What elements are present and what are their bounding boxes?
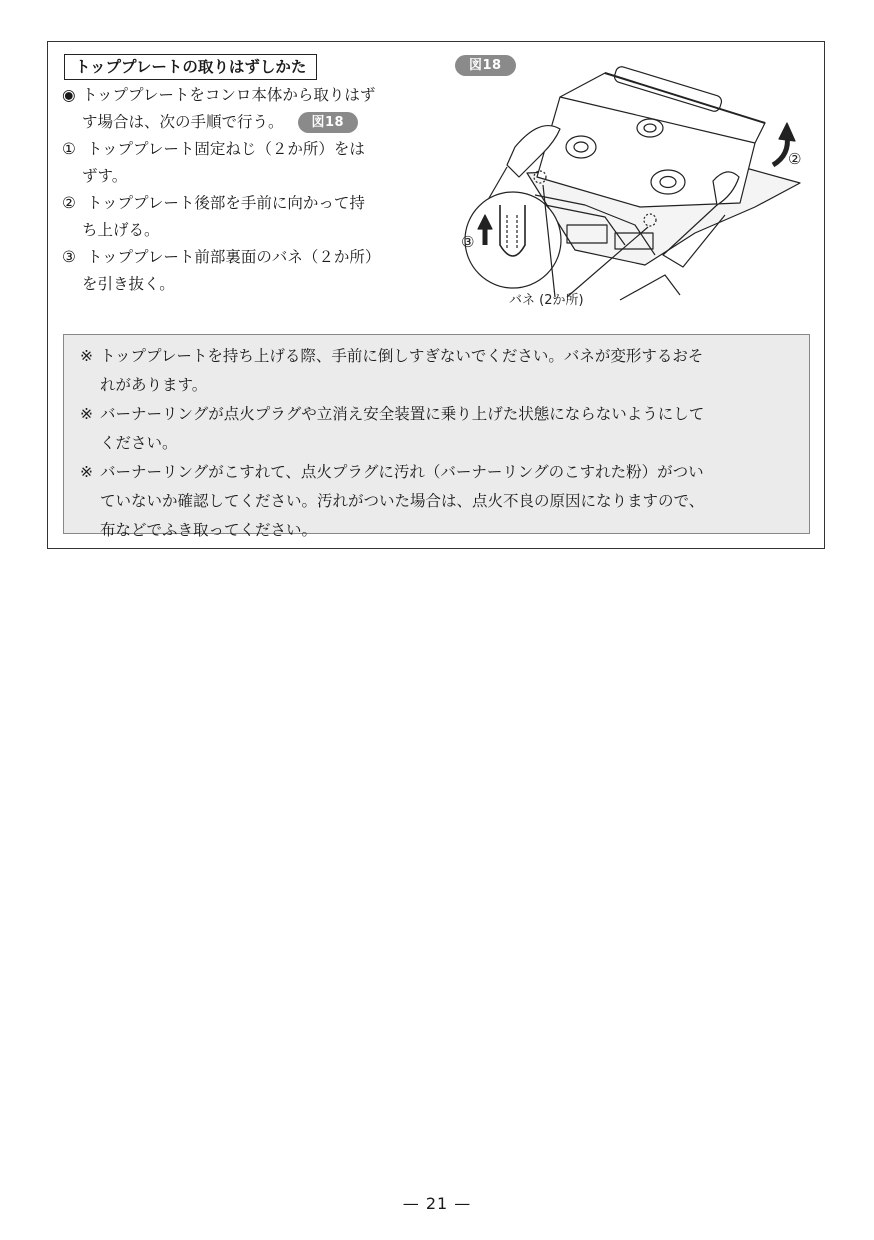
step-2 <box>62 190 424 217</box>
section-heading: トッププレートの取りはずしかた <box>64 54 317 80</box>
spring-label: バネ (2か所) <box>509 293 584 308</box>
step-marker: ② <box>62 194 76 212</box>
caution-text: れがあります。 <box>100 376 208 394</box>
caution-item <box>80 400 797 458</box>
caution-item <box>80 342 797 400</box>
caution-box <box>63 334 810 539</box>
step-text: トッププレート固定ねじ（２か所）をは <box>82 140 365 158</box>
step-text: ずす。 <box>82 167 128 185</box>
kome-mark: ※ <box>80 405 93 423</box>
step-marker: ① <box>62 140 76 158</box>
step-text: ち上げる。 <box>82 221 160 239</box>
step-text: トッププレート前部裏面のバネ（２か所） <box>82 248 381 266</box>
intro-line-2 <box>62 109 424 136</box>
bullet-icon: ◉ <box>62 86 76 104</box>
caution-text: トッププレートを持ち上げる際、手前に倒しすぎないでください。バネが変形するおそ <box>100 347 704 365</box>
callout-3: ③ <box>461 233 475 251</box>
kome-mark: ※ <box>80 347 93 365</box>
instruction-list <box>62 82 424 298</box>
page-number: — 21 — <box>402 1194 472 1213</box>
step-1 <box>62 136 424 163</box>
step-text: トッププレート後部を手前に向かって持 <box>82 194 365 212</box>
step-3-cont <box>62 271 424 298</box>
caution-text: バーナーリングが点火プラグや立消え安全装置に乗り上げた状態にならないようにして <box>100 405 705 423</box>
figure-badge: 図18 <box>455 55 516 76</box>
intro-text-2: す場合は、次の手順で行う。 <box>82 113 284 131</box>
callout-2: ② <box>788 150 802 168</box>
caution-text: バーナーリングがこすれて、点火プラグに汚れ（バーナーリングのこすれた粉）がつい <box>100 463 704 481</box>
caution-text: ていないか確認してください。汚れがついた場合は、点火不良の原因になりますので、 <box>100 492 705 510</box>
step-1-cont <box>62 163 424 190</box>
step-marker: ③ <box>62 248 76 266</box>
intro-text-1: トッププレートをコンロ本体から取りはず <box>82 86 376 104</box>
detail-circle <box>465 192 561 288</box>
intro-line <box>62 82 424 109</box>
step-3 <box>62 244 424 271</box>
caution-text: 布などでふき取ってください。 <box>100 521 318 539</box>
cooktop-illustration <box>455 55 813 310</box>
caution-text: ください。 <box>100 434 178 452</box>
kome-mark: ※ <box>80 463 93 481</box>
step-text: を引き抜く。 <box>82 275 175 293</box>
caution-item <box>80 458 797 545</box>
step-2-cont <box>62 217 424 244</box>
figure-ref-badge: 図18 <box>298 112 359 133</box>
